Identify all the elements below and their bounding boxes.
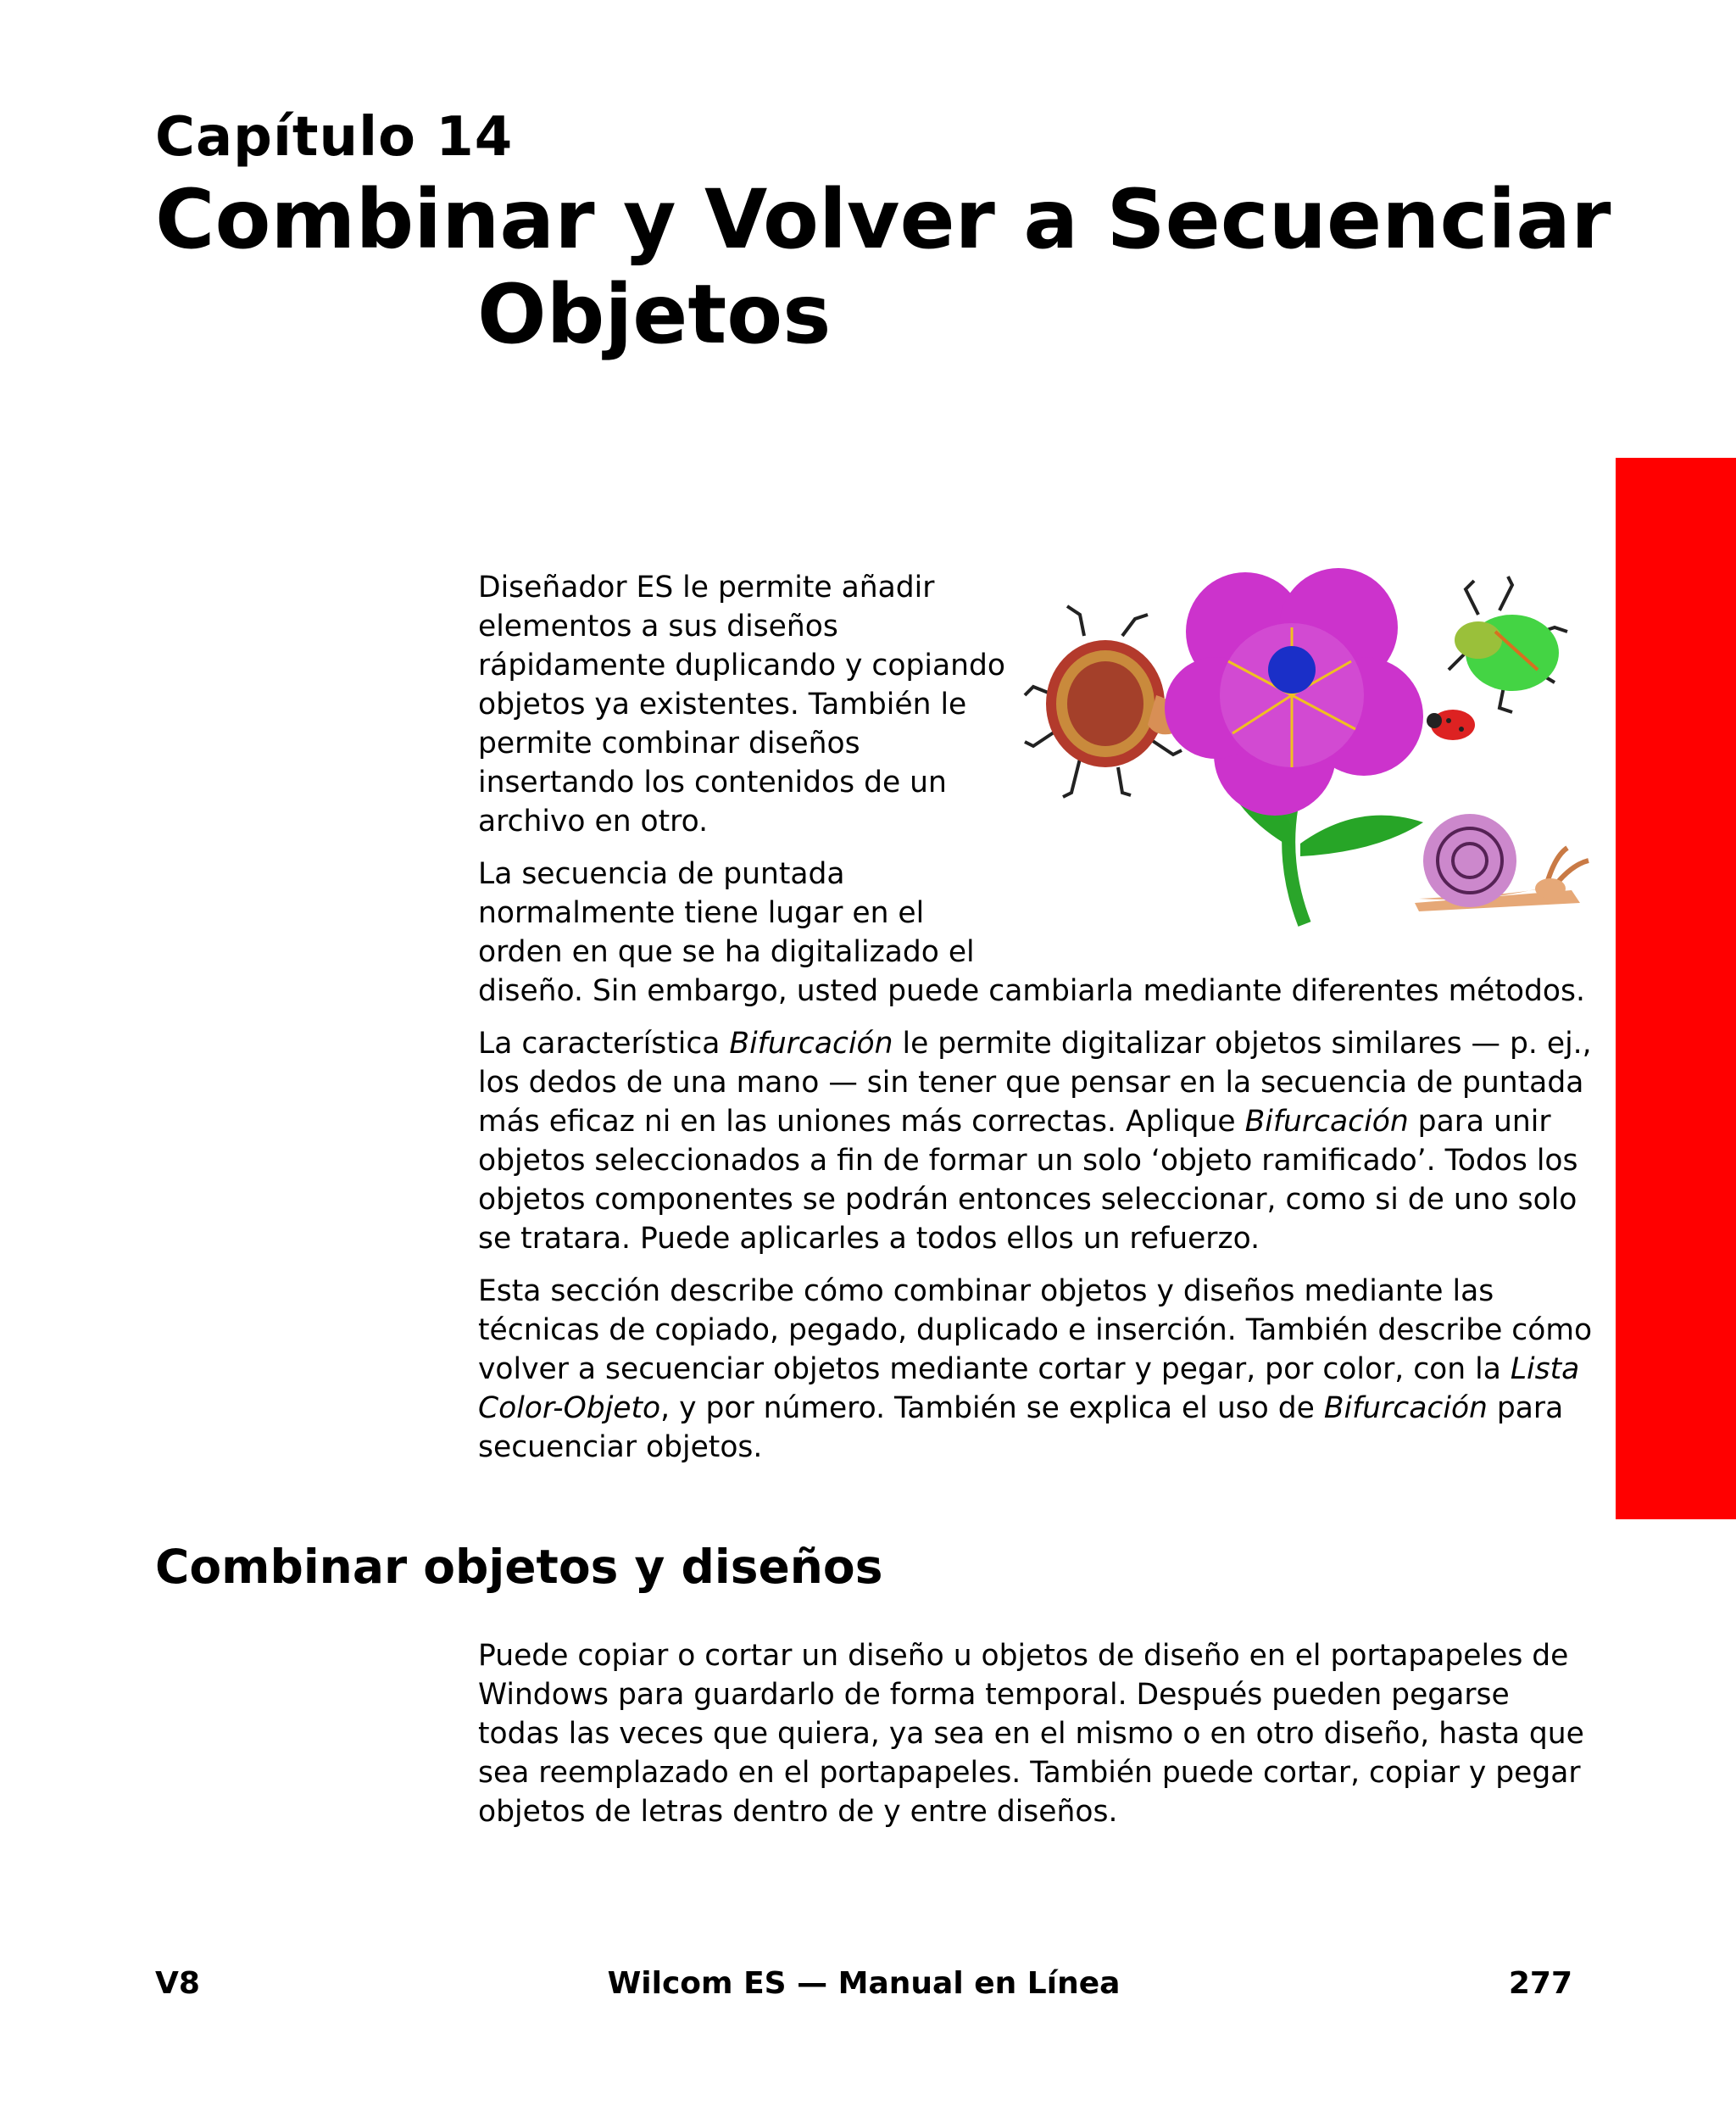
chapter-side-tab: [1616, 458, 1736, 1519]
term-lista-color-objeto: Lista Color-Objeto: [478, 1352, 1580, 1425]
text-run: para secuenciar objetos.: [478, 1391, 1564, 1464]
section-body: [478, 1636, 1597, 1845]
term-bifurcacion: Bifurcación: [729, 1027, 893, 1061]
text-run: La característica: [478, 1027, 730, 1061]
chapter-title-line1: Combinar y Volver a Secuenciar: [155, 172, 1611, 267]
intro-paragraph-2: La secuencia de puntada normalmente tiene lugar en el orden en que se ha digitalizado el diseño. Sin embargo, usted puede cambiarla mediante diferentes métodos.: [478, 857, 1585, 1008]
intro-paragraph-1: Diseñador ES le permite añadir elementos a sus diseños rápidamente duplicando y copiando objetos ya existentes. También le permite combinar diseños insertando los contenidos de un archivo en otro.: [478, 571, 1006, 838]
text-run: para unir objetos seleccionados a fin de formar un solo ‘objeto ramificado’. Todos los objetos componentes se podrán entonces seleccionar, como si de uno solo se tratara. Puede aplicarles a todos ellos un refuerzo.: [478, 1105, 1578, 1256]
intro-paragraph-3: [478, 1024, 1597, 1258]
section-paragraph-1: Puede copiar o cortar un diseño u objetos de diseño en el portapapeles de Windows para guardarlo de forma temporal. Después pueden pegarse todas las veces que quiera, ya sea en el mismo o en otro diseño, hasta que sea reemplazado en el portapapeles. También puede cortar, copiar y pegar objetos de letras dentro de y entre diseños.: [478, 1639, 1584, 1829]
embroidery-illustration: [1021, 568, 1614, 950]
text-run: , y por número. También se explica el uso de: [660, 1391, 1324, 1425]
chapter-label: Capítulo 14: [155, 106, 514, 169]
snail-illustration: [1415, 814, 1589, 911]
footer-page-number: 277: [1508, 1966, 1572, 2001]
intro-paragraph-4: [478, 1272, 1597, 1467]
footer-title: Wilcom ES — Manual en Línea: [607, 1966, 1121, 2001]
ladybug-illustration: [1427, 710, 1475, 740]
chapter-title-line2: Objetos: [477, 267, 832, 362]
text-run: Esta sección describe cómo combinar objetos y diseños mediante las técnicas de copiado, pegado, duplicado e inserción. También describe cómo volver a secuenciar objetos mediante cortar y pegar, por color, con la: [478, 1274, 1593, 1386]
chapter-title: [155, 172, 1611, 362]
term-bifurcacion: Bifurcación: [1323, 1391, 1488, 1425]
text-run: le permite digitalizar objetos similares — p. ej., los dedos de una mano — sin tener que pensar en la secuencia de puntada más eficaz ni en las uniones más correctas. Aplique: [478, 1027, 1592, 1139]
beetle-left-illustration: [1025, 606, 1186, 797]
section-heading: Combinar objetos y diseños: [155, 1540, 883, 1594]
intro-section: [478, 568, 1597, 1480]
beetle-right-illustration: [1449, 577, 1567, 712]
flower-illustration: [1165, 568, 1423, 924]
footer-version: V8: [155, 1966, 200, 2001]
term-bifurcacion: Bifurcación: [1244, 1105, 1409, 1139]
